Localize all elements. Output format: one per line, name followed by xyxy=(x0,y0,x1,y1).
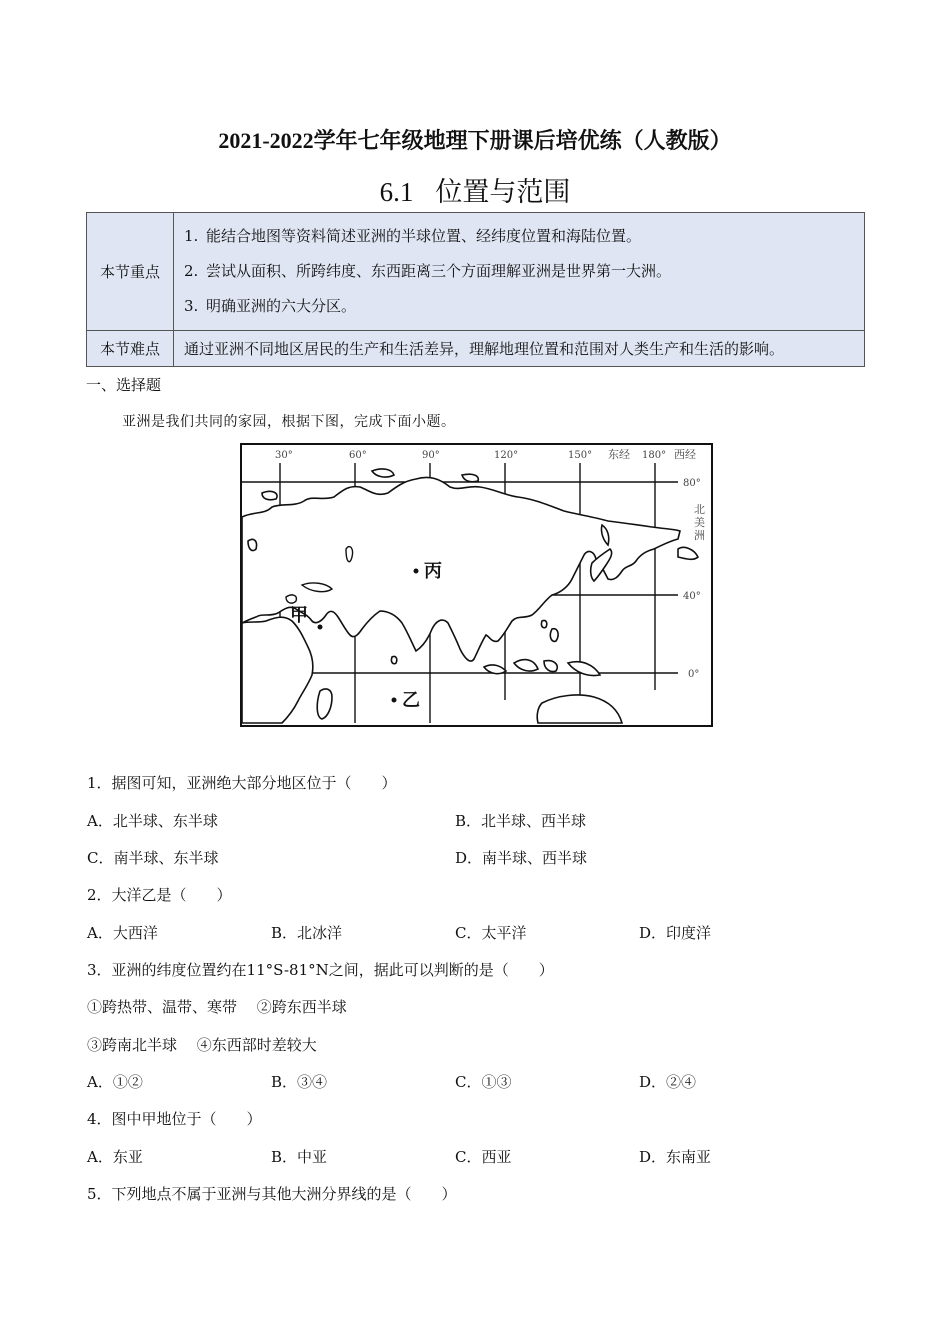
lon-label: 120° xyxy=(494,450,519,461)
place-label-jia: 甲 xyxy=(290,605,308,626)
west-label: 西经 xyxy=(674,448,696,461)
north-america-label xyxy=(694,503,705,542)
question-2-stem: 2．大洋乙是（ ） xyxy=(87,886,232,904)
q3-statement: ③跨南北半球 ④东西部时差较大 xyxy=(87,1036,317,1054)
section-name: 位置与范围 xyxy=(435,177,571,207)
place-label-bing: 丙 xyxy=(424,561,442,582)
q1-option-c[interactable]: C．南半球、东半球 xyxy=(87,849,219,867)
q3-statement: ①跨热带、温带、寒带 ②跨东西半球 xyxy=(87,998,347,1016)
east-label: 东经 xyxy=(608,448,630,461)
na-char: 美 xyxy=(694,516,705,529)
landmasses xyxy=(242,469,698,723)
q1-option-d[interactable]: D．南半球、西半球 xyxy=(455,849,588,867)
section-heading: 一、选择题 xyxy=(86,376,162,394)
section-title xyxy=(0,170,950,209)
lon-label: 60° xyxy=(349,450,367,461)
section-number: 6.1 xyxy=(379,177,414,207)
key-point: 2. 尝试从面积、所跨纬度、东西距离三个方面理解亚洲是世界第一大洲。 xyxy=(184,262,672,280)
key-point: 3. 明确亚洲的六大分区。 xyxy=(184,297,357,315)
question-3-stem: 3．亚洲的纬度位置约在11°S-81°N之间，据此可以判断的是（ ） xyxy=(87,961,554,979)
na-char: 洲 xyxy=(694,529,705,542)
lat-label: 0° xyxy=(688,669,700,680)
lon-label: 180° xyxy=(642,450,667,461)
na-char: 北 xyxy=(694,503,705,516)
q2-option-d[interactable]: D．印度洋 xyxy=(639,924,712,942)
q1-option-b[interactable]: B．北半球、西半球 xyxy=(455,812,587,830)
lon-label: 30° xyxy=(275,450,293,461)
key-point: 1. 能结合地图等资料简述亚洲的半球位置、经纬度位置和海陆位置。 xyxy=(184,227,642,245)
q3-option-c[interactable]: C．①③ xyxy=(455,1073,512,1091)
place-label-yi: 乙 xyxy=(402,690,420,711)
asia-map xyxy=(240,443,713,727)
intro-text: 亚洲是我们共同的家园，根据下图，完成下面小题。 xyxy=(122,414,456,430)
difficulty-label: 本节难点 xyxy=(87,331,174,367)
key-points-table xyxy=(86,212,865,367)
key-points-row xyxy=(87,213,865,331)
q4-option-a[interactable]: A．东亚 xyxy=(87,1148,143,1166)
lon-label: 90° xyxy=(422,450,440,461)
difficulty-row xyxy=(87,331,865,367)
lat-label: 80° xyxy=(683,478,701,489)
q3-option-a[interactable]: A．①② xyxy=(87,1073,143,1091)
question-1-stem: 1．据图可知，亚洲绝大部分地区位于（ ） xyxy=(87,774,397,792)
q2-option-a[interactable]: A．大西洋 xyxy=(87,924,158,942)
q1-option-a[interactable]: A．北半球、东半球 xyxy=(87,812,218,830)
question-5-stem: 5．下列地点不属于亚洲与其他大洲分界线的是（ ） xyxy=(87,1185,457,1203)
difficulty-text: 通过亚洲不同地区居民的生产和生活差异，理解地理位置和范围对人类生产和生活的影响。 xyxy=(174,331,865,367)
lat-label: 40° xyxy=(683,591,701,602)
key-points-label: 本节重点 xyxy=(87,213,174,331)
q3-option-b[interactable]: B．③④ xyxy=(271,1073,328,1091)
q2-option-b[interactable]: B．北冰洋 xyxy=(271,924,343,942)
lon-label: 150° xyxy=(568,450,593,461)
q2-option-c[interactable]: C．太平洋 xyxy=(455,924,527,942)
q3-option-d[interactable]: D．②④ xyxy=(639,1073,697,1091)
q4-option-b[interactable]: B．中亚 xyxy=(271,1148,328,1166)
key-points-list xyxy=(174,213,865,331)
document-title: 2021-2022学年七年级地理下册课后培优练（人教版） xyxy=(218,128,732,153)
question-4-stem: 4．图中甲地位于（ ） xyxy=(87,1110,262,1128)
q4-option-d[interactable]: D．东南亚 xyxy=(639,1148,712,1166)
q4-option-c[interactable]: C．西亚 xyxy=(455,1148,512,1166)
